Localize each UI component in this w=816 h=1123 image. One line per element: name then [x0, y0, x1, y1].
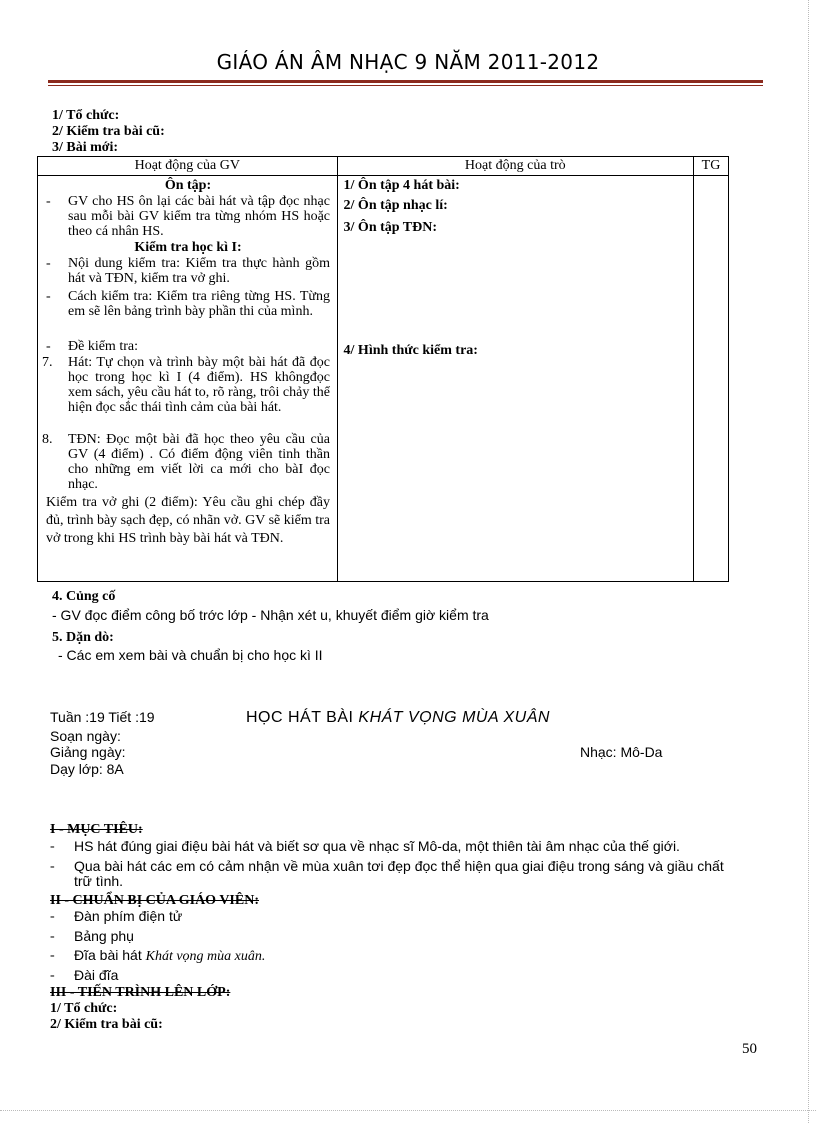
header-tg: TG — [694, 157, 729, 176]
tg-column — [694, 176, 729, 582]
lesson-title-prefix: HỌC HÁT BÀI — [246, 709, 359, 726]
bullet-dash: - — [50, 839, 55, 854]
header-rule-thick — [48, 80, 763, 83]
tro-on-tap-tdn: 3/ Ôn tập TĐN: — [343, 220, 438, 235]
gv-de-kiem-tra: Đề kiểm tra: — [68, 339, 138, 354]
sec1-item-2-cont: trữ tình. — [74, 873, 124, 889]
gv-vo-ghi: Kiểm tra vở ghi (2 điểm): Yêu cầu ghi chép đầy đủ, trình bày sạch đẹp, có nhãn vở. GV sẽ kiểm tra vở trong khi HS trình bày bài hát và TĐN. — [46, 495, 330, 546]
section-3-title: III - TIẾN TRÌNH LÊN LỚP: — [50, 985, 231, 1000]
dan-do-text: - Các em xem bài và chuẩn bị cho học kì II — [58, 647, 323, 663]
sec1-item-2: Qua bài hát các em có cảm nhận về mùa xuân tơi đẹp đọc thể hiện qua giai điệu trong sáng và giầu chất — [74, 858, 724, 874]
header-gv: Hoạt động của GV — [38, 157, 338, 176]
cung-co-text: - GV đọc điểm công bố trớc lớp - Nhận xét u, khuyết điểm giờ kiểm tra — [52, 607, 489, 623]
intro-to-chuc: 1/ Tổ chức: — [52, 108, 120, 123]
sec2-item-3-prefix: Đĩa bài hát — [74, 947, 146, 963]
gv-item-7-text: Hát: Tự chọn và trình bày một bài hát đã đọc học trong học kì I (4 điểm). HS khôngđọc xem sách, yêu cầu hát to, rõ ràng, trôi chảy thể hiện đọc sắc thái tình cảm của bài hát. — [68, 355, 330, 415]
gv-column — [38, 176, 338, 582]
header-tro: Hoạt động của trò — [337, 157, 693, 176]
page-number: 50 — [742, 1041, 757, 1057]
bullet-dash: - — [46, 339, 51, 354]
gv-on-tap-heading: Ôn tập: — [164, 178, 212, 193]
bullet-dash: - — [50, 968, 55, 983]
gv-item-7-number: 7. — [42, 355, 53, 370]
sec2-item-4: Đài đĩa — [74, 967, 119, 983]
lesson-title — [246, 710, 550, 725]
lesson-composer: Nhạc: Mô-Da — [580, 744, 663, 760]
sec1-item-1: HS hát đúng giai điệu bài hát và biết sơ qua về nhạc sĩ Mô-da, một thiên tài âm nhạc của thế giới. — [74, 838, 680, 854]
page-header-title: GIÁO ÁN ÂM NHẠC 9 NĂM 2011-2012 — [216, 50, 600, 74]
lesson-week: Tuần :19 Tiết :19 — [50, 709, 155, 725]
bullet-dash: - — [46, 194, 51, 209]
bullet-dash: - — [46, 256, 51, 271]
sec2-item-2: Bảng phụ — [74, 928, 134, 944]
lesson-class: Dạy lớp: 8A — [50, 761, 124, 777]
gv-on-tap-text: GV cho HS ôn lại các bài hát và tập đọc nhạc sau mỗi bài GV kiểm tra từng nhóm HS hoặc theo cá nhân HS. — [68, 194, 330, 239]
lesson-title-song: KHÁT VỌNG MÙA XUÂN — [358, 709, 550, 726]
cung-co-title: 4. Củng cố — [52, 589, 116, 604]
bullet-dash: - — [50, 859, 55, 874]
lesson-activity-table — [37, 156, 729, 582]
tro-hinh-thuc: 4/ Hình thức kiểm tra: — [343, 343, 478, 358]
gv-item-8-text: TĐN: Đọc một bài đã học theo yêu cầu của GV (4 điểm) . Có điểm động viên tinh thần cho những em viết lời ca mới cho bàI đọc nhạc. — [68, 432, 330, 492]
bullet-dash: - — [46, 289, 51, 304]
gv-noi-dung: Nội dung kiểm tra: Kiểm tra thực hành gồm hát và TĐN, kiểm tra vở ghi. — [68, 256, 330, 286]
bullet-dash: - — [50, 909, 55, 924]
bullet-dash: - — [50, 948, 55, 963]
intro-kiem-tra: 2/ Kiểm tra bài cũ: — [52, 124, 165, 139]
gv-kiem-tra-heading: Kiểm tra học kì I: — [134, 240, 242, 255]
tro-on-tap-nhac-li: 2/ Ôn tập nhạc lí: — [343, 198, 448, 213]
header-rule-thin — [48, 85, 763, 86]
sec2-item-3 — [74, 948, 265, 964]
gv-item-8-number: 8. — [42, 432, 53, 447]
page-right-border — [808, 0, 809, 1123]
section-2-title: II - CHUẨN BỊ CỦA GIÁO VIÊN: — [50, 893, 259, 908]
section-1-title: I - MỤC TIÊU: — [50, 822, 143, 837]
intro-bai-moi: 3/ Bài mới: — [52, 140, 119, 155]
bullet-dash: - — [50, 929, 55, 944]
sec2-item-1: Đàn phím điện tử — [74, 908, 183, 924]
tro-column — [337, 176, 693, 582]
lesson-giang-ngay: Giảng ngày: — [50, 744, 126, 760]
tro-on-tap-hat: 1/ Ôn tập 4 hát bài: — [343, 178, 460, 193]
gv-cach-kiem-tra: Cách kiểm tra: Kiểm tra riêng từng HS. Từng em sẽ lên bảng trình bày phần thi của mình. — [68, 289, 330, 319]
sec3-to-chuc: 1/ Tổ chức: — [50, 1001, 118, 1016]
lesson-soan-ngay: Soạn ngày: — [50, 728, 121, 744]
sec2-item-3-song: Khát vọng mùa xuân. — [145, 949, 266, 964]
page-bottom-border — [0, 1110, 816, 1111]
sec3-kiem-tra: 2/ Kiểm tra bài cũ: — [50, 1017, 163, 1032]
dan-do-title: 5. Dặn dò: — [52, 630, 114, 645]
